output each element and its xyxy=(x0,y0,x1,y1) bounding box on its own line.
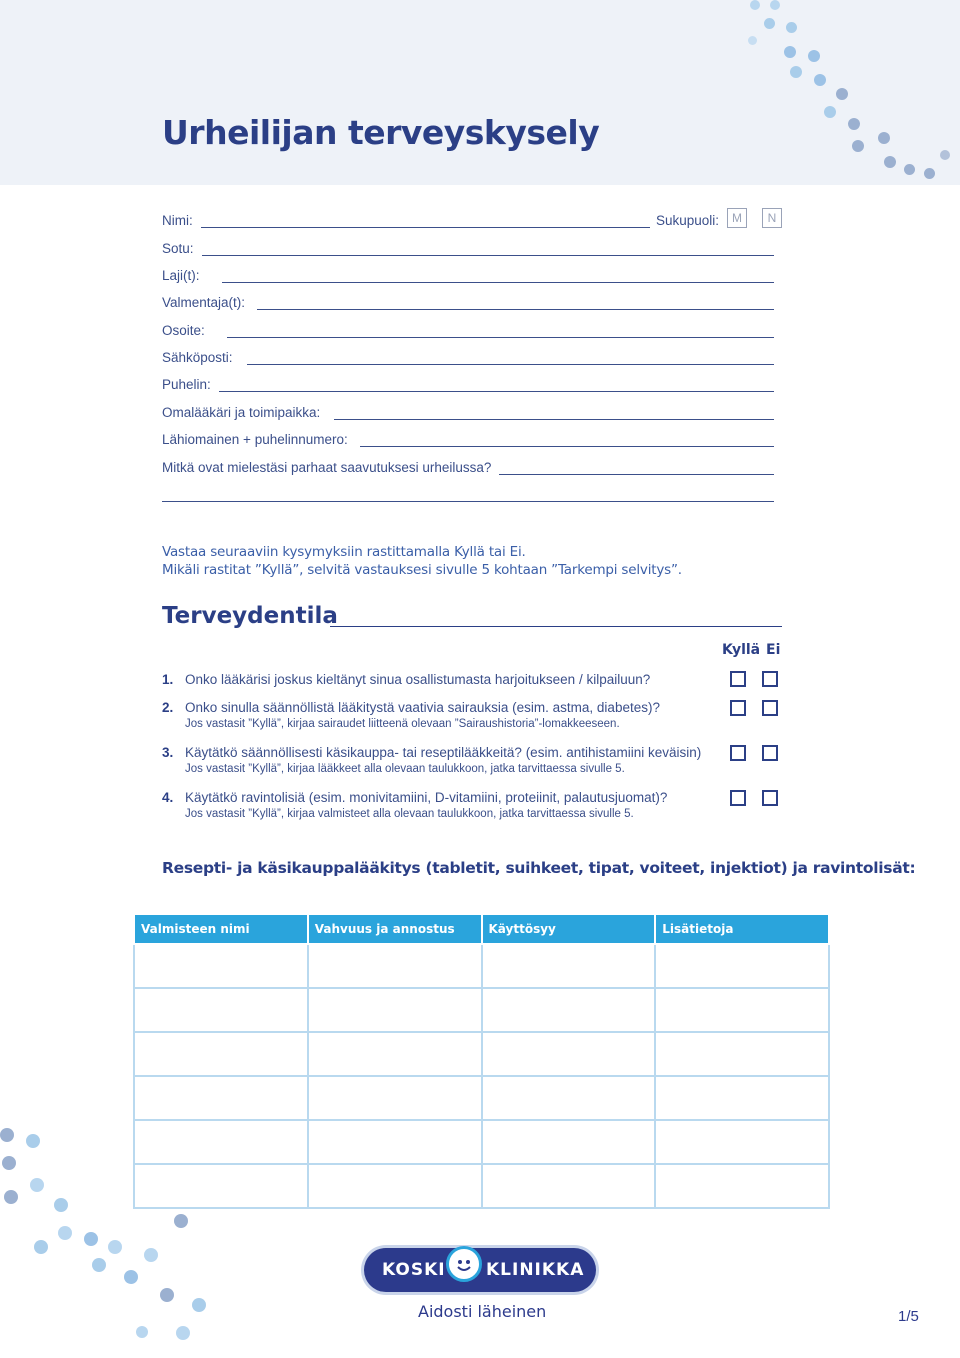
question-text: Onko sinulla säännöllistä lääkitystä vaativia sairauksia (esim. astma, diabetes)? xyxy=(185,700,660,715)
table-cell[interactable] xyxy=(655,1120,829,1164)
table-header-row xyxy=(134,914,829,944)
achievements-line[interactable] xyxy=(499,460,774,475)
table-cell[interactable] xyxy=(655,1164,829,1208)
column-header: Käyttösyy xyxy=(482,914,656,944)
ssn-field[interactable] xyxy=(162,238,774,256)
gender-label: Sukupuoli: xyxy=(656,213,720,228)
name-field[interactable] xyxy=(162,210,650,228)
table-cell[interactable] xyxy=(134,1164,308,1208)
table-row xyxy=(134,944,829,988)
table-cell[interactable] xyxy=(655,988,829,1032)
table-cell[interactable] xyxy=(308,1076,482,1120)
smiley-face-icon xyxy=(446,1246,482,1282)
table-cell[interactable] xyxy=(655,1076,829,1120)
table-cell[interactable] xyxy=(308,988,482,1032)
question-3-yes-checkbox[interactable] xyxy=(730,745,746,761)
question-1-no-checkbox[interactable] xyxy=(762,671,778,687)
relative-line[interactable] xyxy=(360,432,774,447)
question-note: Jos vastasit ”Kyllä”, kirjaa valmisteet alla olevaan taulukkoon, jatka tarvittaessa sivulle 5. xyxy=(185,808,634,820)
name-line[interactable] xyxy=(201,213,650,228)
question-text: Onko lääkärisi joskus kieltänyt sinua osallistumasta harjoitukseen / kilpailuun? xyxy=(185,672,651,687)
coach-line[interactable] xyxy=(257,295,774,310)
question-note: Jos vastasit ”Kyllä”, kirjaa sairaudet liitteenä olevaan ”Sairaushistoria”-lomakkeeseen. xyxy=(185,718,620,730)
table-cell[interactable] xyxy=(482,988,656,1032)
table-cell[interactable] xyxy=(655,944,829,988)
table-cell[interactable] xyxy=(134,1120,308,1164)
question-2-no-checkbox[interactable] xyxy=(762,700,778,716)
question-note: Jos vastasit ”Kyllä”, kirjaa lääkkeet alla olevaan taulukkoon, jatka tarvittaessa sivulle 5. xyxy=(185,763,625,775)
gender-m-box[interactable]: M xyxy=(727,208,747,228)
table-cell[interactable] xyxy=(482,1120,656,1164)
achievements-extra-line[interactable] xyxy=(162,487,774,502)
phone-field[interactable] xyxy=(162,374,774,392)
gender-n-box[interactable]: N xyxy=(762,208,782,228)
address-line[interactable] xyxy=(227,323,774,338)
name-label: Nimi: xyxy=(162,213,193,228)
phone-line[interactable] xyxy=(219,377,774,392)
table-cell[interactable] xyxy=(308,944,482,988)
relative-field[interactable] xyxy=(162,429,774,447)
phone-label: Puhelin: xyxy=(162,377,211,392)
email-label: Sähköposti: xyxy=(162,350,233,365)
section-divider xyxy=(330,626,782,627)
yes-column-header: Kyllä xyxy=(722,642,761,658)
sport-line[interactable] xyxy=(222,268,774,283)
sport-field[interactable] xyxy=(162,265,774,283)
table-row xyxy=(134,1032,829,1076)
doctor-label: Omalääkäri ja toimipaikka: xyxy=(162,405,321,420)
question-number: 2. xyxy=(162,700,174,715)
question-2-yes-checkbox[interactable] xyxy=(730,700,746,716)
address-label: Osoite: xyxy=(162,323,205,338)
table-cell[interactable] xyxy=(655,1032,829,1076)
ssn-label: Sotu: xyxy=(162,241,194,256)
tagline: Aidosti läheinen xyxy=(418,1302,547,1321)
gender-field xyxy=(656,210,726,228)
question-3-no-checkbox[interactable] xyxy=(762,745,778,761)
table-row xyxy=(134,988,829,1032)
coach-label: Valmentaja(t): xyxy=(162,295,246,310)
column-header: Lisätietoja xyxy=(655,914,829,944)
no-column-header: Ei xyxy=(766,642,781,658)
email-field[interactable] xyxy=(162,347,774,365)
doctor-line[interactable] xyxy=(334,405,774,420)
sport-label: Laji(t): xyxy=(162,268,200,283)
question-number: 3. xyxy=(162,745,174,760)
doctor-field[interactable] xyxy=(162,402,774,420)
instruction-line-2: Mikäli rastitat ”Kyllä”, selvitä vastauksesi sivulle 5 kohtaan ”Tarkempi selvitys”. xyxy=(162,562,682,578)
table-cell[interactable] xyxy=(308,1032,482,1076)
question-4-yes-checkbox[interactable] xyxy=(730,790,746,806)
table-cell[interactable] xyxy=(134,1076,308,1120)
email-line[interactable] xyxy=(247,350,774,365)
table-cell[interactable] xyxy=(482,1032,656,1076)
table-cell[interactable] xyxy=(134,944,308,988)
section-title: Terveydentila xyxy=(162,603,338,629)
table-cell[interactable] xyxy=(482,1164,656,1208)
table-cell[interactable] xyxy=(134,1032,308,1076)
question-text: Käytätkö säännöllisesti käsikauppa- tai reseptilääkkeitä? (esim. antihistamiini keväisin) xyxy=(185,745,702,760)
page-number: 1/5 xyxy=(898,1308,919,1325)
question-text: Käytätkö ravintolisiä (esim. monivitamiini, D-vitamiini, proteiinit, palautusjuomat)? xyxy=(185,790,668,805)
column-header: Valmisteen nimi xyxy=(134,914,308,944)
page-title: Urheilijan terveyskysely xyxy=(162,113,600,152)
question-number: 1. xyxy=(162,672,174,687)
ssn-line[interactable] xyxy=(202,241,774,256)
achievements-extra-field[interactable] xyxy=(162,484,774,502)
achievements-field[interactable] xyxy=(162,457,774,475)
question-4-no-checkbox[interactable] xyxy=(762,790,778,806)
instruction-line-1: Vastaa seuraaviin kysymyksiin rastittamalla Kyllä tai Ei. xyxy=(162,544,526,560)
table-cell[interactable] xyxy=(482,1076,656,1120)
question-number: 4. xyxy=(162,790,174,805)
relative-label: Lähiomainen + puhelinnumero: xyxy=(162,432,348,447)
table-row xyxy=(134,1076,829,1120)
table-cell[interactable] xyxy=(482,944,656,988)
table-row xyxy=(134,1120,829,1164)
table-row xyxy=(134,1164,829,1208)
medication-table-heading: Resepti- ja käsikauppalääkitys (tabletit, suihkeet, tipat, voiteet, injektiot) ja ravintolisät: xyxy=(162,859,916,877)
question-1-yes-checkbox[interactable] xyxy=(730,671,746,687)
table-cell[interactable] xyxy=(308,1120,482,1164)
logo-text-klinikka: KLINIKKA xyxy=(486,1260,585,1280)
achievements-label: Mitkä ovat mielestäsi parhaat saavutuksesi urheilussa? xyxy=(162,460,492,475)
header-band xyxy=(0,0,960,185)
address-field[interactable] xyxy=(162,320,774,338)
table-cell[interactable] xyxy=(308,1164,482,1208)
medication-table xyxy=(133,913,830,1209)
table-cell[interactable] xyxy=(134,988,308,1032)
column-header: Vahvuus ja annostus xyxy=(308,914,482,944)
logo-text-koski: KOSKI xyxy=(382,1260,446,1280)
coach-field[interactable] xyxy=(162,292,774,310)
